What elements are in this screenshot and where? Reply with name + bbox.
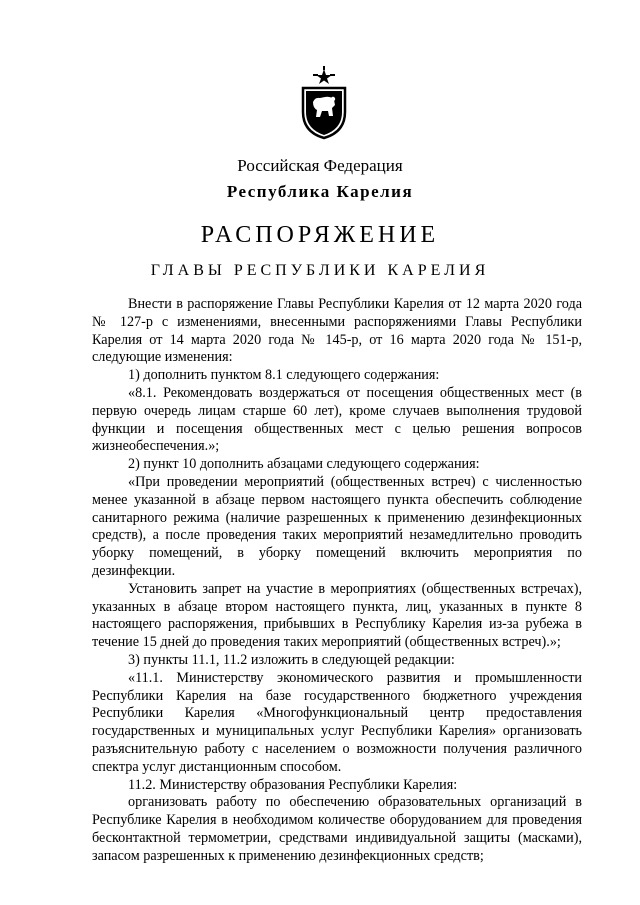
paragraph: 2) пункт 10 дополнить абзацами следующего содержания: — [128, 456, 480, 473]
paragraph: 11.2. Министерству образования Республики Карелия: — [128, 776, 458, 793]
paragraph: Внести в распоряжение Главы Республики Карелия от 12 марта 2020 года № 127-р с изменениями, внесенными распоряжениями Главы Республики Карелия от 14 марта 2020 года № 145-р, от 16 марта 2020 года № 151-р, следующие изменения: — [92, 296, 582, 366]
country-name: Российская Федерация — [237, 156, 403, 175]
document-type: РАСПОРЯЖЕНИЕ — [200, 222, 440, 248]
document-issuer: ГЛАВЫ РЕСПУБЛИКИ КАРЕЛИЯ — [150, 262, 490, 279]
paragraph: «11.1. Министерству экономического развития и промышленности Республики Карелия на базе государственного бюджетного учреждения Республики Карелия «Многофункциональный центр предоставления государственных и муниципальных услуг Республики Карелия» организовать разъяснительную работу с населением о возможности получения различного спектра услуг дистанционным способом. — [92, 669, 582, 775]
paragraph: «8.1. Рекомендовать воздержаться от посещения общественных мест (в первую очередь лицам старше 60 лет), кроме случаев выполнения трудовой функции и посещения общественных мест с целью решения вопросов жизнеобеспечения.»; — [92, 384, 582, 455]
karelia-coat-of-arms-icon — [298, 66, 350, 140]
republic-name: Республика Карелия — [226, 182, 414, 201]
paragraph: 1) дополнить пунктом 8.1 следующего содержания: — [128, 367, 440, 384]
document-body — [92, 296, 582, 866]
paragraph: Установить запрет на участие в мероприятиях (общественных встречах), указанных в абзаце втором настоящего пункта, лиц, указанных в пункте 8 настоящего распоряжения, прибывших в Республику Карелия из-за рубежа в течение 15 дней до проведения таких мероприятий (общественных встреч).»; — [92, 580, 582, 651]
paragraph: «При проведении мероприятий (общественных встреч) с численностью менее указанной в абзаце первом настоящего пункта обеспечить соблюдение санитарного режима (наличие разрешенных к применению дезинфекционных средств), а после проведения таких мероприятий незамедлительно проводить уборку помещений, в уборку помещений включить мероприятия по дезинфекции. — [92, 473, 582, 579]
paragraph: организовать работу по обеспечению образовательных организаций в Республике Карелия в необходимом количестве оборудованием для проведения бесконтактной термометрии, средствами индивидуальной защиты (масками), запасом разрешенных к применению дезинфекционных средств; — [92, 794, 582, 864]
paragraph: 3) пункты 11.1, 11.2 изложить в следующей редакции: — [128, 651, 455, 668]
